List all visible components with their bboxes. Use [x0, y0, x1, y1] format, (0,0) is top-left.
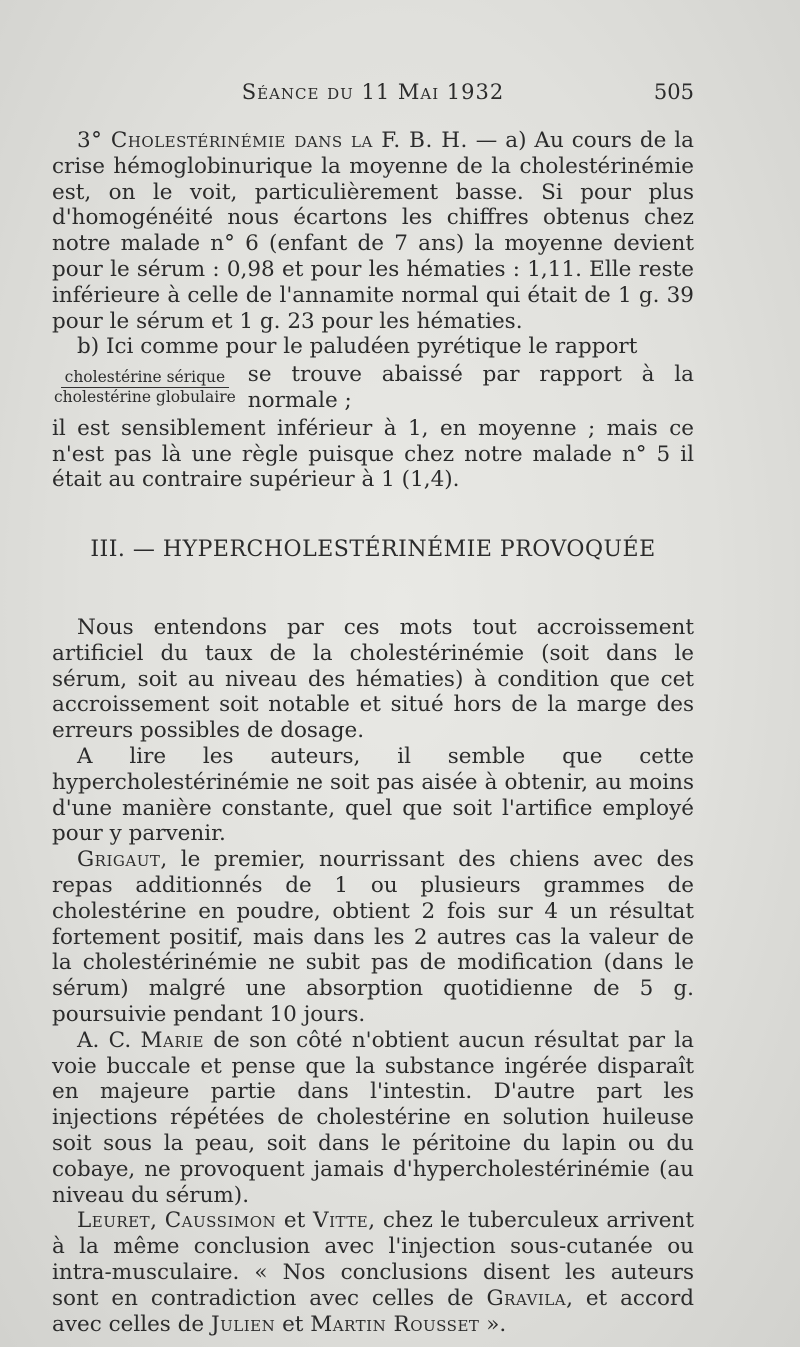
paragraph-text: b) Ici comme pour le paludéen pyrétique le rapport: [77, 334, 638, 360]
separator: et: [275, 1311, 311, 1337]
section-3-text: [52, 128, 694, 493]
paragraph-3: [52, 847, 694, 1028]
author-name: Grigaut: [77, 847, 161, 873]
author-name: Martin Rousset: [310, 1311, 480, 1337]
fraction-denominator: cholestérine globulaire: [54, 388, 236, 407]
paragraph-text: , le premier, nourrissant des chiens avec des repas additionnés de 1 ou plusieurs grammes de cholestérine en poudre, obtient 2 fois sur 4 un résultat fortement positif, mais dans les 2 autres cas la valeur de la cholestérinémie ne subit pas de modification (dans le sérum) malgré une absorption quotidienne de 5 g. poursuivie pendant 10 jours.: [52, 847, 694, 1027]
paragraph-text: ».: [479, 1311, 507, 1337]
author-name: Marie: [140, 1027, 204, 1053]
author-initials: A. C.: [77, 1027, 141, 1053]
paragraph-2: A lire les auteurs, il semble que cette hypercholestérinémie ne soit pas aisée à obtenir, au moins d'une manière constante, quel que soit l'artifice employé pour y parvenir.: [52, 743, 694, 847]
author-name: Vitte: [313, 1208, 369, 1234]
author-name: Gravila: [486, 1285, 567, 1311]
page-header: [52, 80, 694, 110]
author-name: Leuret: [77, 1208, 151, 1234]
paragraph-ratio-intro: [52, 334, 694, 360]
paragraph-text: — a) Au cours de la crise hémoglobinurique la moyenne de la cholestérinémie est, on le voit, particulièrement basse. Si pour plus d'homogénéité nous écartons les chiffres obtenus chez notre malade n° 6 (enfant de 7 ans) la moyenne devient pour le sérum : 0,98 et pour les hématies : 1,11. Elle reste inférieure à celle de l'annamite normal qui était de 1 g. 39 pour le sérum et 1 g. 23 pour les hématies.: [52, 128, 694, 334]
section-hypercholesterinemie-text: [52, 615, 694, 1337]
author-name: Caussimon: [164, 1208, 277, 1234]
ratio-line: [52, 362, 694, 414]
fraction-numerator: cholestérine sérique: [61, 369, 230, 388]
page-number: 505: [653, 80, 694, 104]
paragraph-text: , chez le tuberculeux arrivent à la même conclusion avec l'injection sous-cutanée ou intra-musculaire. « Nos conclusions disent les auteurs sont en contradiction avec celles de: [52, 1208, 694, 1311]
paragraph-cholesterinemie: [52, 128, 694, 334]
running-head: Séance du 11 Mai 1932: [241, 80, 505, 104]
paragraph-1: Nous entendons par ces mots tout accroissement artificiel du taux de la cholestérinémie (soit dans le sérum, soit au niveau des hématies) à condition que cet accroissement soit notable et situé hors de la marge des erreurs possibles de dosage.: [52, 615, 694, 744]
paragraph-text: de son côté n'obtient aucun résultat par la voie buccale et pense que la substance ingérée disparaît en majeure partie dans l'intestin. D'autre part les injections répétées de cholestérine en solution huileuse soit sous la peau, soit dans le péritoine du lapin ou du cobaye, ne provoquent jamais d'hypercholestérinémie (au niveau du sérum).: [52, 1027, 694, 1208]
section-heading: III. — HYPERCHOLESTÉRINÉMIE PROVOQUÉE: [90, 537, 656, 562]
paragraph-text: , et accord avec celles de: [52, 1285, 694, 1337]
ratio-tail-text: se trouve abaissé par rapport à la normale ;: [247, 362, 694, 413]
separator: et: [276, 1208, 314, 1234]
author-name: Julien: [211, 1311, 276, 1337]
separator: ,: [150, 1208, 165, 1234]
ratio-fraction: [52, 369, 238, 406]
section-3-label: 3° Cholestérinémie dans la F. B. H.: [77, 128, 468, 153]
paragraph-ratio-rest: il est sensiblement inférieur à 1, en moyenne ; mais ce n'est pas là une règle puisque chez notre malade n° 5 il était au contraire supérieur à 1 (1,4).: [52, 415, 694, 493]
paragraph-5: [52, 1208, 694, 1337]
paragraph-4: [52, 1028, 694, 1209]
